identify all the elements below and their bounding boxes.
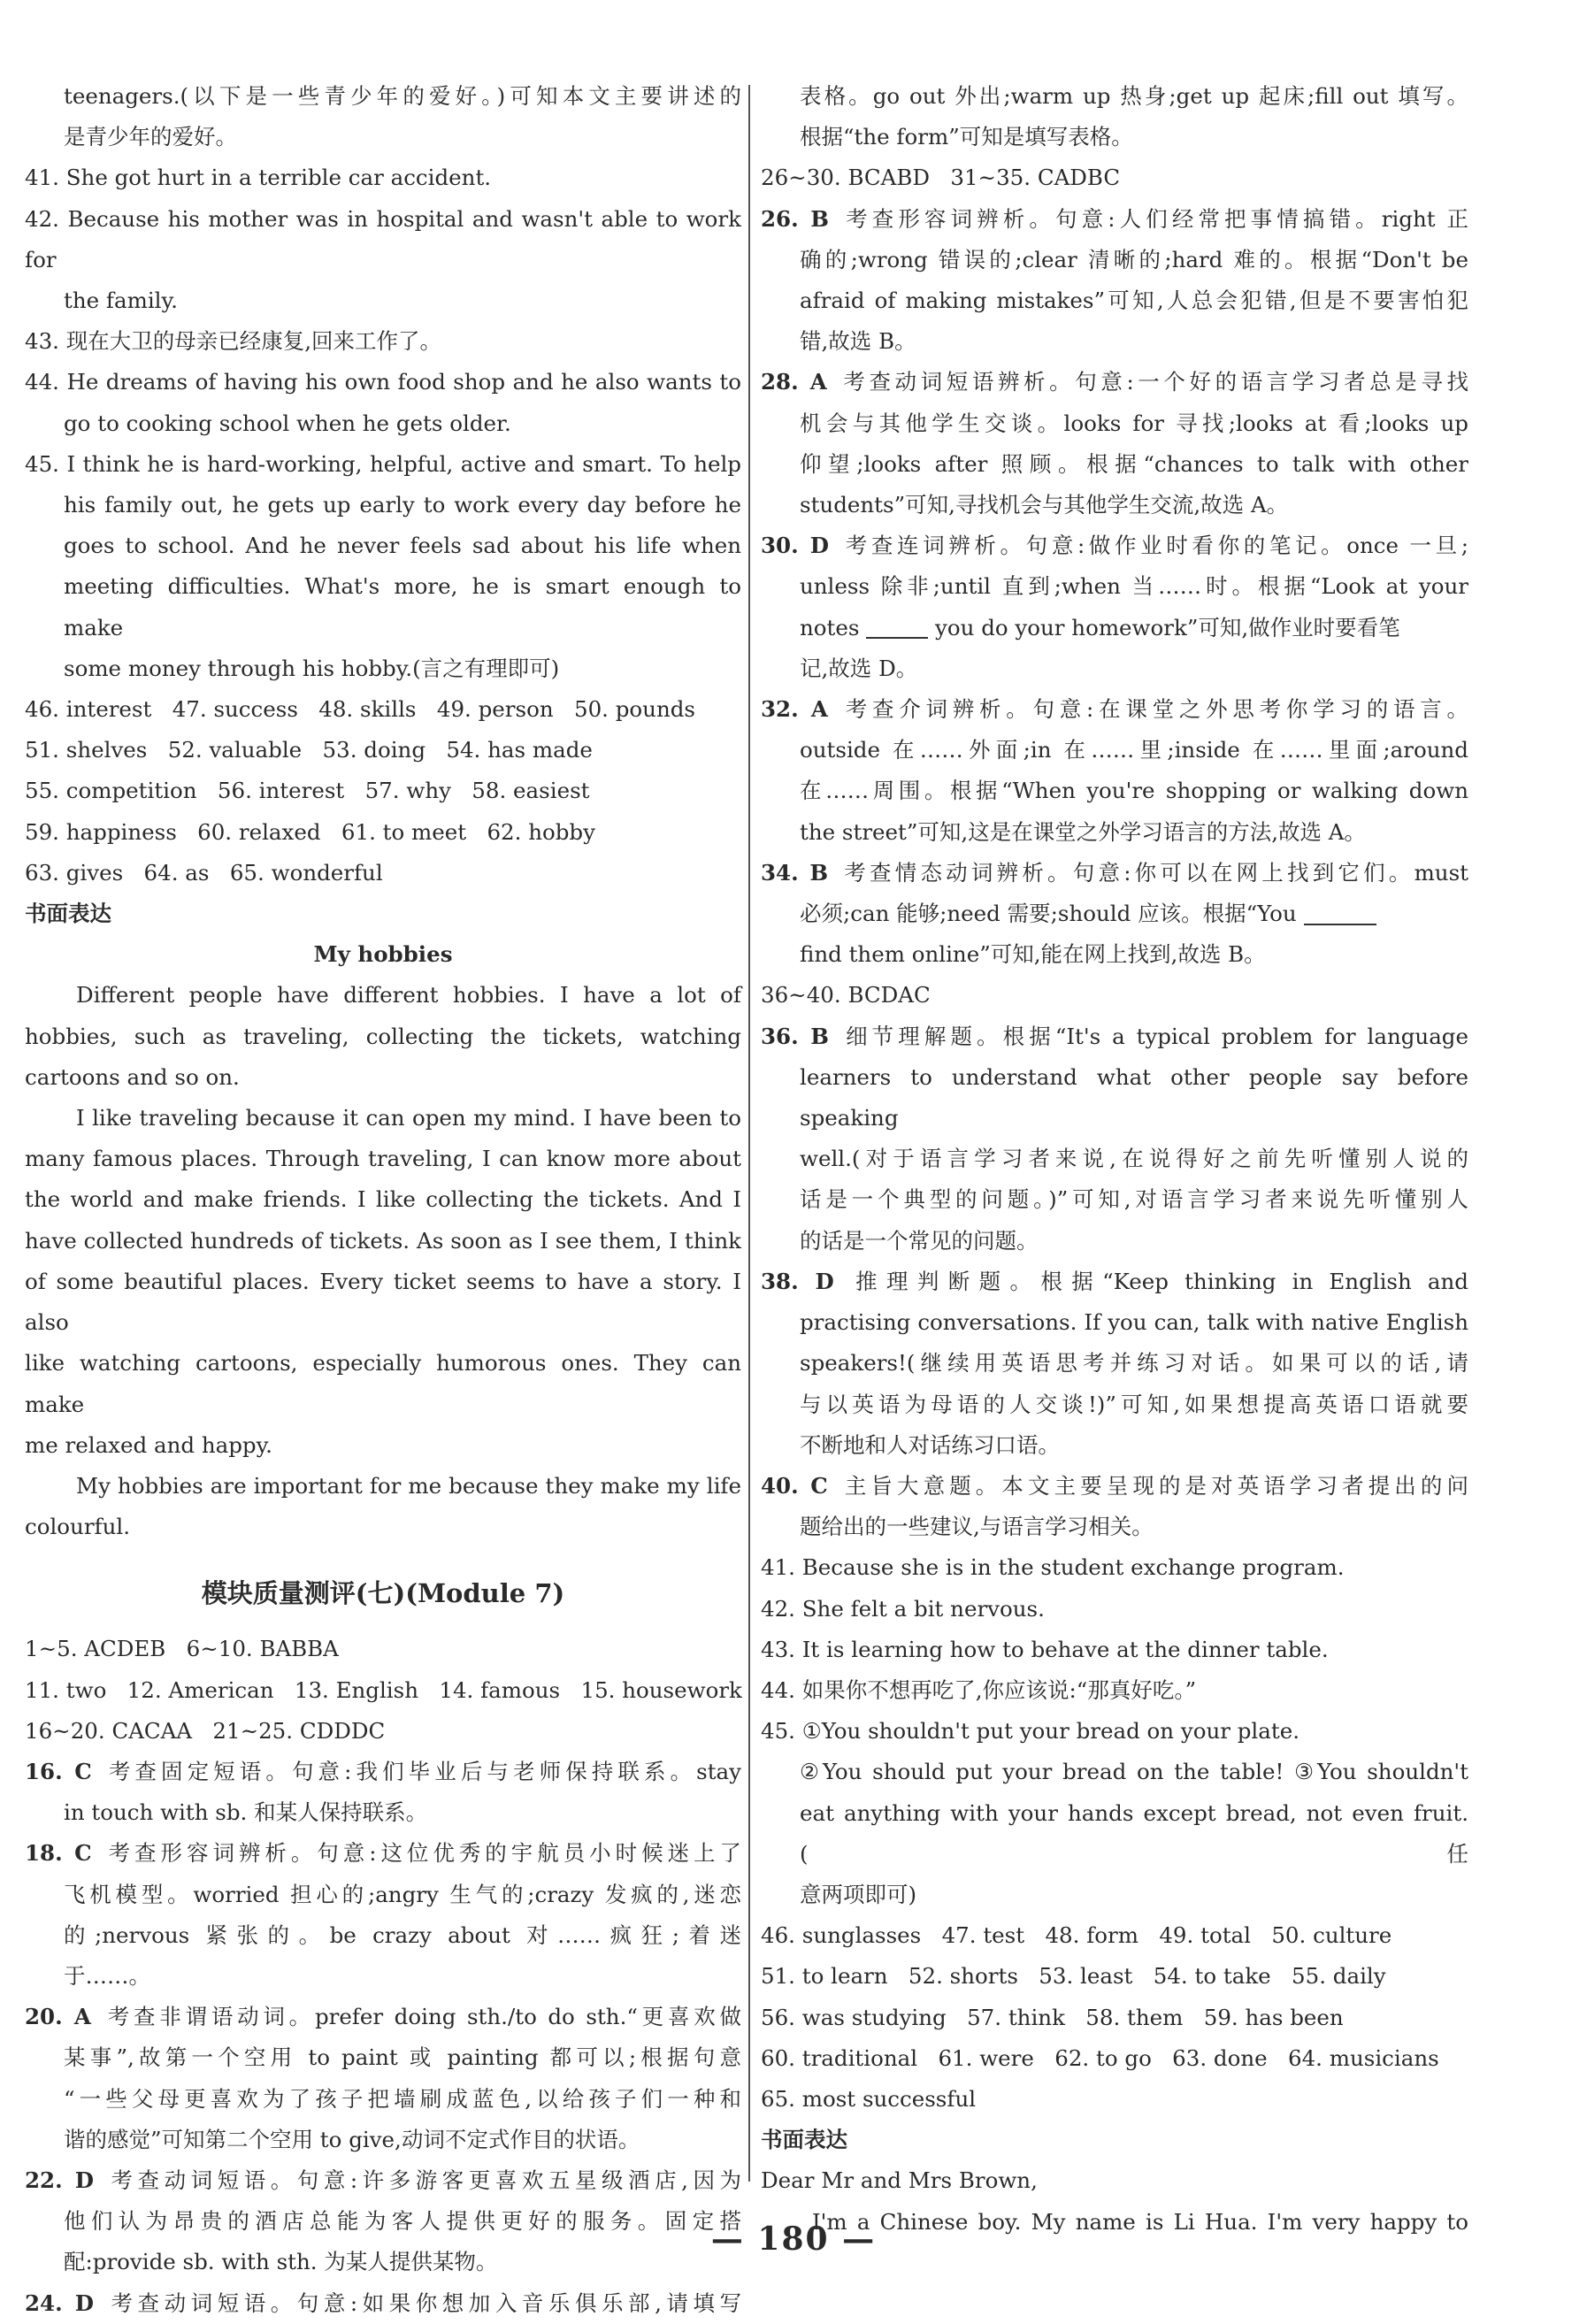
essay-title: My hobbies (313, 941, 453, 968)
explanation-text: 考查形容词辨析。句意:这位优秀的宇航员小时候迷上了 (104, 1840, 741, 1867)
explanation-30-cont: 记,故选 D。 (800, 655, 918, 681)
explanation-30-cont: unless 除非;until 直到;when 当……时。根据“Look at your (800, 573, 1468, 600)
essay-line: of some beautiful places. Every ticket seems to have a story. I also (25, 1268, 741, 1336)
answer-row: 51. to learn 52. shorts 53. least 54. to take 55. daily (761, 1963, 1386, 1990)
essay-line: have collected hundreds of tickets. As soon as I see them, I think (25, 1227, 741, 1254)
essay-line: Different people have different hobbies. I have a lot of (76, 982, 741, 1009)
answer-row: 65. most successful (761, 2085, 977, 2112)
explanation-20 (25, 1997, 741, 2037)
answer-41: 41. She got hurt in a terrible car accident. (25, 165, 492, 191)
explanation-text: 细节理解题。根据“It's a typical problem for language (840, 1023, 1468, 1049)
explanation-34-cont: find them online”可知,能在网上找到,故选 B。 (800, 941, 1266, 968)
section-heading: 书面表达 (25, 901, 111, 927)
module-title: 模块质量测评(七)(Module 7) (201, 1578, 565, 1609)
answer-45-cont: eat anything with your hands except bread, not even fruit.(任 (800, 1799, 1468, 1867)
explanation-32-cont: outside 在……外面;in 在……里;inside 在……里面;around (800, 737, 1468, 763)
question-number: 40. C (761, 1472, 828, 1499)
answer-row: 56. was studying 57. think 58. them 59. has been (761, 2004, 1344, 2030)
explanation-26-cont: afraid of making mistakes”可知,人总会犯错,但是不要害怕犯 (800, 288, 1468, 314)
question-number: 16. C (25, 1758, 92, 1784)
page-number: — 180 — (710, 2220, 877, 2258)
blank-line (866, 619, 928, 639)
question-number: 34. B (761, 859, 829, 886)
question-number: 18. C (25, 1840, 92, 1867)
explanation-38-cont: 与以英语为母语的人交谈!)”可知,如果想提高英语口语就要 (800, 1391, 1468, 1417)
answer-42-cont: the family. (64, 288, 178, 314)
answer-row: 46. interest 47. success 48. skills 49. person 50. pounds (25, 696, 695, 723)
essay-line: colourful. (25, 1514, 131, 1540)
answer-row: 51. shelves 52. valuable 53. doing 54. has made (25, 737, 593, 763)
explanation-text: 考查动词短语。句意:许多游客更喜欢五星级酒店,因为 (105, 2167, 741, 2193)
explanation-26-cont: 错,故选 B。 (800, 328, 916, 355)
explanation-text: 主旨大意题。本文主要呈现的是对英语学习者提出的问 (840, 1472, 1468, 1499)
explanation-22-cont: 配:provide sb. with sth. 为某人提供某物。 (64, 2249, 498, 2275)
explanation-16 (25, 1752, 741, 1792)
explanation-32-cont: the street”可知,这是在课堂之外学习语言的方法,故选 A。 (800, 818, 1366, 845)
question-number: 24. D (25, 2289, 94, 2316)
answer-row: 16~20. CACAA 21~25. CDDDC (25, 1717, 386, 1744)
explanation-text: 考查固定短语。句意:我们毕业后与老师保持联系。stay (104, 1758, 741, 1784)
answer-45-cont: his family out, he gets up early to work every day before he (64, 492, 741, 518)
explanation-20-cont: “一些父母更喜欢为了孩子把墙刷成蓝色,以给孩子们一种和 (64, 2085, 741, 2112)
explanation-38-cont: practising conversations. If you can, talk with native English (800, 1309, 1468, 1336)
column-divider (748, 85, 750, 2182)
explanation-20-cont: 谐的感觉”可知第二个空用 to give,动词不定式作目的状语。 (64, 2126, 640, 2152)
answer-45-cont: some money through his hobby.(言之有理即可) (64, 655, 560, 681)
question-number: 30. D (761, 533, 830, 559)
explanation-text: 考查非谓语动词。prefer doing sth./to do sth.“更喜欢做 (103, 2004, 741, 2030)
question-number: 32. A (761, 696, 828, 723)
text-line: teenagers.(以下是一些青少年的爱好。)可知本文主要讲述的 (64, 83, 741, 109)
letter-salutation: Dear Mr and Mrs Brown, (761, 2167, 1038, 2194)
essay-line: like watching cartoons, especially humorous ones. They can make (25, 1350, 741, 1417)
explanation-text: 考查连词辨析。句意:做作业时看你的笔记。once 一旦; (841, 533, 1468, 559)
essay-line: me relaxed and happy. (25, 1431, 272, 1458)
answer-row: 63. gives 64. as 65. wonderful (25, 859, 383, 886)
answer-41: 41. Because she is in the student exchange program. (761, 1554, 1345, 1581)
explanation-text: 考查情态动词辨析。句意:你可以在网上找到它们。must (840, 859, 1468, 886)
explanation-28-cont: students”可知,寻找机会与其他学生交流,故选 A。 (800, 492, 1289, 518)
essay-line: My hobbies are important for me because they make my life (76, 1472, 741, 1499)
explanation-36-cont: 话是一个典型的问题。)”可知,对语言学习者来说先听懂别人 (800, 1186, 1468, 1213)
explanation-38-cont: speakers!(继续用英语思考并练习对话。如果可以的话,请 (800, 1350, 1468, 1377)
answer-42: 42. She felt a bit nervous. (761, 1595, 1045, 1622)
explanation-30 (761, 525, 1468, 566)
answer-42: 42. Because his mother was in hospital and wasn't able to work for (25, 205, 741, 272)
explanation-36-cont: learners to understand what other people say before speaking (800, 1063, 1468, 1131)
answer-43: 43. It is learning how to behave at the dinner table. (761, 1636, 1329, 1662)
explanation-text: 考查形容词辨析。句意:人们经常把事情搞错。right 正 (840, 205, 1468, 232)
text-line: 是青少年的爱好。 (64, 124, 237, 150)
explanation-26-cont: 确的;wrong 错误的;clear 清晰的;hard 难的。根据“Don't be (800, 246, 1468, 272)
explanation-40-cont: 题给出的一些建议,与语言学习相关。 (800, 1514, 1154, 1540)
explanation-text: 必须;can 能够;need 需要;should 应该。根据“You (800, 901, 1297, 927)
question-number: 38. D (761, 1268, 834, 1294)
answer-row: 1~5. ACDEB 6~10. BABBA (25, 1636, 339, 1662)
answer-45: 45. ①You shouldn't put your bread on your plate. (761, 1718, 1300, 1745)
explanation-24-cont: 表格。go out 外出;warm up 热身;get up 起床;fill out 填写。 (800, 83, 1468, 109)
section-heading: 书面表达 (761, 2127, 847, 2153)
answer-row: 46. sunglasses 47. test 48. form 49. total 50. culture (761, 1922, 1392, 1949)
explanation-text: 推理判断题。根据“Keep thinking in English and (846, 1268, 1468, 1294)
explanation-32-cont: 在……周围。根据“When you're shopping or walking down (800, 778, 1468, 804)
essay-line: cartoons and so on. (25, 1063, 240, 1090)
explanation-30-cont (761, 608, 1468, 648)
question-number: 36. B (761, 1023, 829, 1049)
explanation-20-cont: 某事”,故第一个空用 to paint 或 painting 都可以;根据句意 (64, 2044, 741, 2071)
essay-line: the world and make friends. I like collecting the tickets. And I (25, 1186, 741, 1213)
explanation-24-cont: 根据“the form”可知是填写表格。 (800, 124, 1133, 150)
question-number: 22. D (25, 2167, 94, 2193)
answer-45-cont: 意两项即可) (800, 1881, 917, 1907)
answer-43: 43. 现在大卫的母亲已经康复,回来工作了。 (25, 328, 442, 355)
explanation-18 (25, 1833, 741, 1874)
explanation-16-cont: in touch with sb. 和某人保持联系。 (64, 1799, 428, 1826)
answer-row: 11. two 12. American 13. English 14. famous 15. housework (25, 1676, 742, 1703)
explanation-36-cont: well.(对于语言学习者来说,在说得好之前先听懂别人说的 (800, 1146, 1468, 1172)
explanation-28 (761, 362, 1468, 403)
explanation-36-cont: 的话是一个常见的问题。 (800, 1227, 1039, 1254)
question-number: 26. B (761, 205, 829, 232)
answer-44-cont: go to cooking school when he gets older. (64, 410, 511, 436)
answer-45-cont: ②You should put your bread on the table! ③You shouldn't (800, 1759, 1468, 1785)
question-number: 28. A (761, 369, 827, 395)
explanation-28-cont: 仰望;looks after 照顾。根据“chances to talk with other (800, 450, 1468, 477)
right-column (761, 76, 1468, 2243)
explanation-38-cont: 不断地和人对话练习口语。 (800, 1431, 1060, 1458)
left-column (25, 76, 741, 2324)
explanation-text: 考查动词短语辨析。句意:一个好的语言学习者总是寻找 (839, 369, 1468, 395)
letter-line: I'm a Chinese boy. My name is Li Hua. I'm very happy to (812, 2208, 1468, 2235)
explanation-text: 考查动词短语。句意:如果你想加入音乐俱乐部,请填写 (105, 2289, 741, 2316)
explanation-text: you do your homework”可知,做作业时要看笔 (935, 614, 1400, 640)
explanation-36 (761, 1016, 1468, 1057)
explanation-22-cont: 他们认为昂贵的酒店总能为客人提供更好的服务。固定搭 (64, 2208, 741, 2235)
explanation-18-cont: 于……。 (64, 1962, 150, 1989)
answer-row: 55. competition 56. interest 57. why 58. easiest (25, 778, 590, 804)
explanation-40 (761, 1466, 1468, 1507)
answer-44: 44. 如果你不想再吃了,你应该说:“那真好吃。” (761, 1676, 1197, 1703)
explanation-text: notes (800, 614, 860, 640)
essay-line: many famous places. Through traveling, I can know more about (25, 1146, 741, 1172)
explanation-18-cont: 飞机模型。worried 担心的;angry 生气的;crazy 发疯的,迷恋 (64, 1881, 741, 1907)
blank-line (1304, 906, 1376, 925)
explanation-34 (761, 853, 1468, 894)
answer-44: 44. He dreams of having his own food shop and he also wants to (25, 369, 741, 395)
explanation-22 (25, 2160, 741, 2201)
explanation-28-cont: 机会与其他学生交谈。looks for 寻找;looks at 看;looks up (800, 410, 1468, 436)
answer-45: 45. I think he is hard-working, helpful, active and smart. To help (25, 450, 741, 477)
answer-45-cont: goes to school. And he never feels sad about his life when (64, 533, 741, 559)
answer-row: 36~40. BCDAC (761, 982, 931, 1009)
question-number: 20. A (25, 2004, 91, 2030)
essay-line: hobbies, such as traveling, collecting the tickets, watching (25, 1023, 741, 1049)
explanation-32 (761, 689, 1468, 730)
answer-45-cont: meeting difficulties. What's more, he is smart enough to make (64, 573, 741, 640)
explanation-34-cont (761, 894, 1468, 934)
explanation-38 (761, 1262, 1468, 1302)
explanation-26 (761, 199, 1468, 240)
answer-row: 60. traditional 61. were 62. to go 63. done 64. musicians (761, 2044, 1439, 2071)
explanation-text: 考查介词辨析。句意:在课堂之外思考你学习的语言。 (840, 696, 1468, 723)
explanation-24 (25, 2283, 741, 2324)
explanation-18-cont: 的;nervous 紧张的。be crazy about 对……疯狂;着迷 (64, 1921, 741, 1948)
answer-row: 59. happiness 60. relaxed 61. to meet 62. hobby (25, 818, 595, 845)
essay-line: I like traveling because it can open my mind. I have been to (76, 1105, 741, 1131)
answer-row: 26~30. BCABD 31~35. CADBC (761, 165, 1121, 191)
